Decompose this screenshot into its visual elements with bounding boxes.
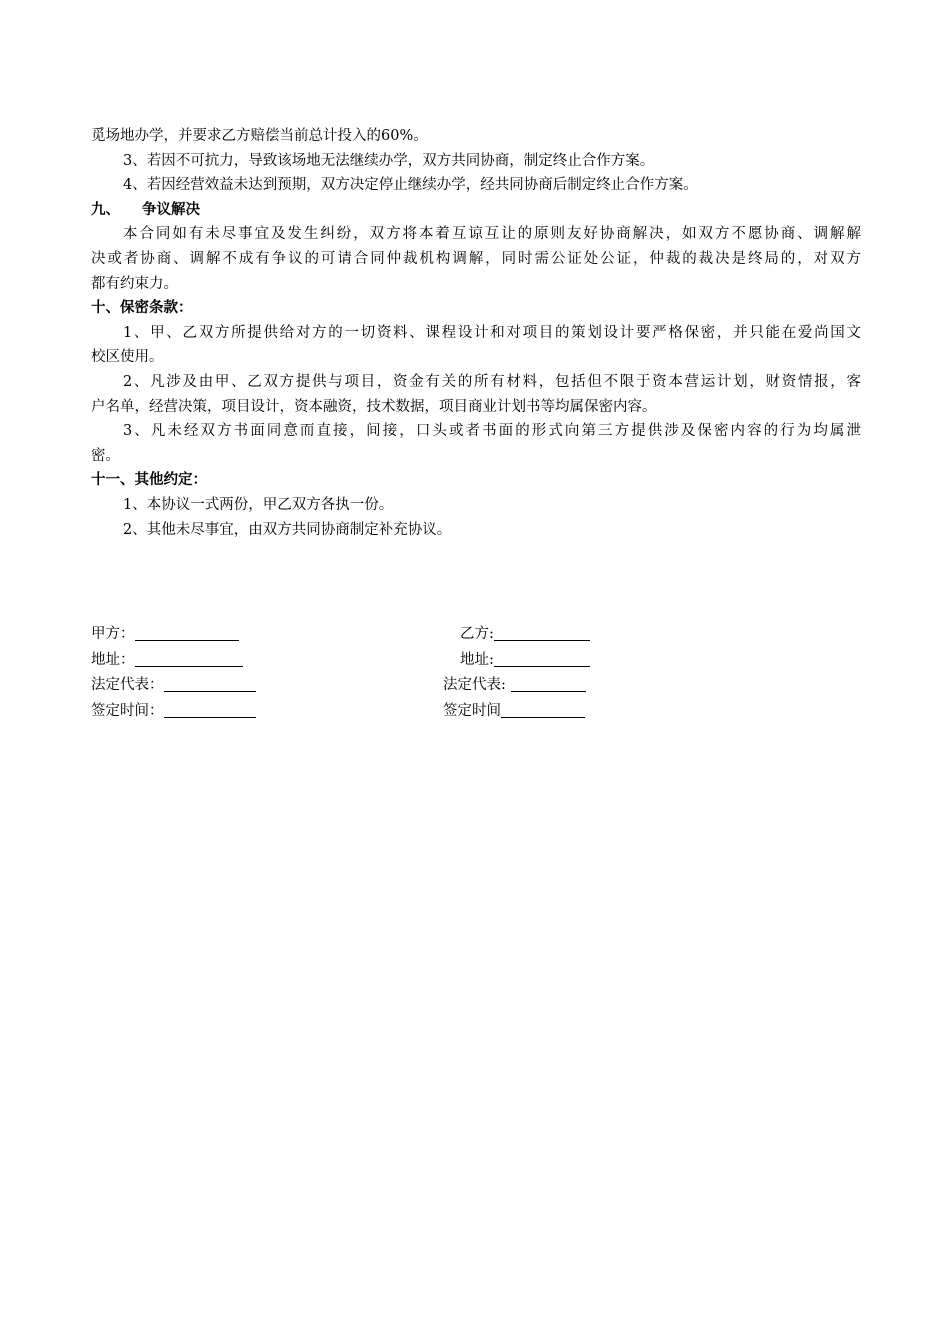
section-10-heading: 十、保密条款： bbox=[91, 299, 193, 317]
section-10-item-1-line-2: 校区使用。 bbox=[91, 349, 164, 366]
signature-block bbox=[91, 622, 611, 724]
sign-date-b-blank[interactable] bbox=[501, 700, 585, 718]
address-a-label: 地址： bbox=[91, 651, 135, 668]
party-b-blank[interactable] bbox=[494, 623, 590, 641]
section-9-text-line-2: 决或者协商、调解不成有争议的可请合同仲裁机构调解，同时需公证处公证，仲裁的裁决是终局的，对双方 bbox=[91, 250, 861, 267]
section-10-item-2-line-2: 户名单，经营决策，项目设计，资本融资，技术数据，项目商业计划书等均属保密内容。 bbox=[91, 398, 657, 415]
section-10-item-3-line-2: 密。 bbox=[91, 447, 120, 464]
sign-date-a-blank[interactable] bbox=[164, 700, 256, 718]
signature-row-address bbox=[91, 648, 611, 674]
party-b-field bbox=[460, 622, 590, 648]
party-a-label: 甲方： bbox=[91, 626, 135, 642]
section-11-heading: 十一、其他约定： bbox=[91, 471, 207, 489]
section-9-heading bbox=[91, 198, 861, 223]
sign-date-b-field bbox=[443, 699, 585, 725]
clause-8-item-4: 4、若因经营效益未达到预期，双方决定停止继续办学，经共同协商后制定终止合作方案。 bbox=[123, 177, 698, 194]
party-b-label: 乙方: bbox=[460, 626, 494, 642]
signature-row-sign-date bbox=[91, 699, 611, 725]
party-a-field bbox=[91, 622, 239, 648]
sign-date-a-field bbox=[91, 699, 256, 725]
address-b-field bbox=[460, 648, 590, 674]
section-9-number: 九、 bbox=[91, 200, 120, 218]
sign-date-b-label: 签定时间 bbox=[443, 702, 501, 719]
section-9-text-line-1: 本合同如有未尽事宜及发生纠纷，双方将本着互谅互让的原则友好协商解决，如双方不愿协商、调解解 bbox=[123, 226, 861, 243]
legal-rep-a-blank[interactable] bbox=[164, 674, 256, 692]
party-a-blank[interactable] bbox=[135, 623, 239, 641]
clause-8-item-3: 3、若因不可抗力，导致该场地无法继续办学，双方共同协商，制定终止合作方案。 bbox=[123, 152, 655, 169]
address-b-label: 地址: bbox=[460, 651, 494, 668]
paragraph-continuation: 觅场地办学，并要求乙方赔偿当前总计投入的60%。 bbox=[91, 128, 428, 144]
legal-rep-a-label: 法定代表： bbox=[91, 677, 164, 693]
section-10-item-2-line-1: 2、凡涉及由甲、乙双方提供与项目，资金有关的所有材料，包括但不限于资本营运计划，财资情报，客 bbox=[123, 373, 861, 390]
section-11-item-1: 1、本协议一式两份，甲乙双方各执一份。 bbox=[123, 496, 394, 513]
signature-row-legal-rep bbox=[91, 673, 611, 699]
contract-body bbox=[91, 124, 861, 542]
section-10-item-3-line-1: 3、凡未经双方书面同意而直接，间接，口头或者书面的形式向第三方提供涉及保密内容的行为均属泄 bbox=[123, 423, 861, 440]
section-9-title: 争议解决 bbox=[142, 200, 200, 218]
address-a-field bbox=[91, 648, 243, 674]
section-10-item-1-line-1: 1、甲、乙双方所提供给对方的一切资料、课程设计和对项目的策划设计要严格保密，并只能在爱尚国文 bbox=[123, 324, 861, 341]
signature-row-party bbox=[91, 622, 611, 648]
legal-rep-b-label: 法定代表: bbox=[443, 677, 511, 693]
legal-rep-a-field bbox=[91, 673, 256, 699]
sign-date-a-label: 签定时间： bbox=[91, 702, 164, 719]
section-9-text-line-3: 都有约束力。 bbox=[91, 275, 178, 292]
legal-rep-b-blank[interactable] bbox=[511, 674, 586, 692]
address-b-blank[interactable] bbox=[494, 649, 590, 667]
address-a-blank[interactable] bbox=[135, 649, 243, 667]
legal-rep-b-field bbox=[443, 673, 586, 699]
section-11-item-2: 2、其他未尽事宜，由双方共同协商制定补充协议。 bbox=[123, 521, 452, 538]
